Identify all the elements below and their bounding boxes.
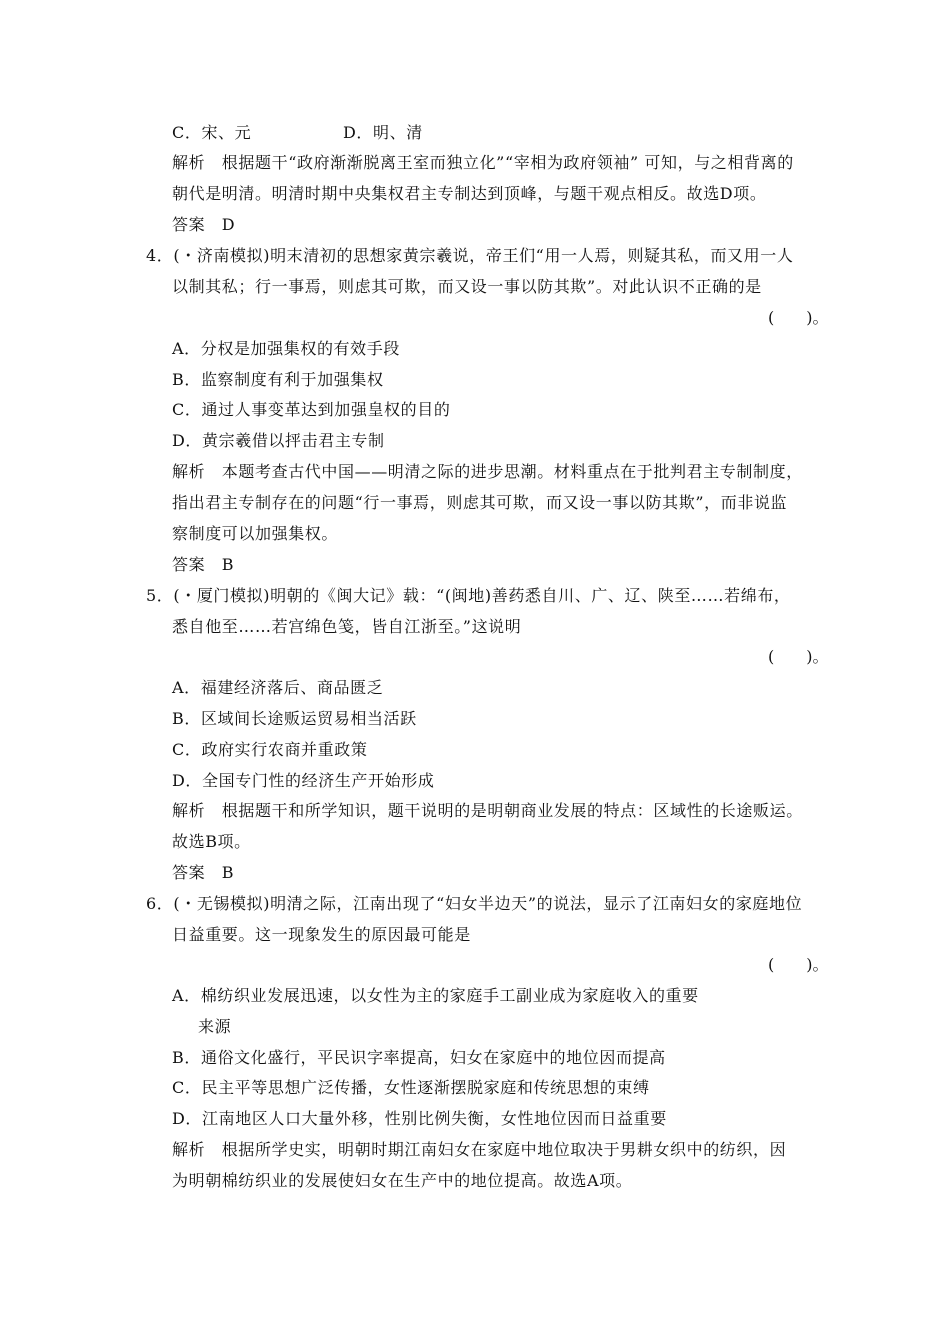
q6-analysis-line-2: 为明朝棉纺织业的发展使妇女在生产中的地位提高。故选A项。 (172, 1171, 633, 1190)
q5-stem-line-2: 悉自他至……若宫绵色笺，皆自江浙至。”这说明 (172, 617, 522, 636)
q6-answer-paren: ( )。 (768, 955, 829, 974)
q3-analysis-line-2: 朝代是明清。明清时期中央集权君主专制达到顶峰，与题干观点相反。故选D项。 (172, 184, 767, 203)
q6-option-a-line-1: A．棉纺织业发展迅速，以女性为主的家庭手工副业成为家庭收入的重要 (172, 986, 699, 1005)
q5-analysis-line-1: 解析 根据题干和所学知识，题干说明的是明朝商业发展的特点：区域性的长途贩运。 (172, 801, 803, 820)
q4-analysis-line-3: 察制度可以加强集权。 (172, 524, 339, 543)
q6-option-c: C．民主平等思想广泛传播，女性逐渐摆脱家庭和传统思想的束缚 (172, 1078, 650, 1097)
q4-analysis-line-1: 解析 本题考查古代中国——明清之际的进步思潮。材料重点在于批判君主专制制度， (172, 462, 803, 481)
q3-answer: 答案 D (172, 215, 236, 234)
q6-stem-line-1: 6．(・无锡模拟)明清之际，江南出现了“妇女半边天”的说法，显示了江南妇女的家庭地位 (146, 894, 803, 913)
q5-analysis-line-2: 故选B项。 (172, 832, 251, 851)
q6-option-a-line-2: 来源 (198, 1017, 232, 1036)
q5-option-a: A．福建经济落后、商品匮乏 (172, 678, 384, 697)
q4-option-d: D．黄宗羲借以抨击君主专制 (172, 431, 385, 450)
q3-analysis-line-1: 解析 根据题干“政府渐渐脱离王室而独立化”“宰相为政府领袖” 可知，与之相背离的 (172, 153, 794, 172)
q5-answer: 答案 B (172, 863, 235, 882)
q4-stem-line-1: 4．(・济南模拟)明末清初的思想家黄宗羲说，帝王们“用一人焉，则疑其私，而又用一人 (146, 246, 794, 265)
q6-option-b: B．通俗文化盛行，平民识字率提高，妇女在家庭中的地位因而提高 (172, 1048, 666, 1067)
q6-analysis-line-1: 解析 根据所学史实，明朝时期江南妇女在家庭中地位取决于男耕女织中的纺织，因 (172, 1140, 787, 1159)
q4-analysis-line-2: 指出君主专制存在的问题“行一事焉，则虑其可欺，而又设一事以防其欺”，而非说监 (172, 493, 788, 512)
q3-option-d: D．明、清 (343, 123, 423, 142)
q5-answer-paren: ( )。 (768, 647, 829, 666)
q6-stem-line-2: 日益重要。这一现象发生的原因最可能是 (172, 925, 471, 944)
q4-option-c: C．通过人事变革达到加强皇权的目的 (172, 400, 451, 419)
q5-stem-line-1: 5．(・厦门模拟)明朝的《闽大记》载：“(闽地)善药悉自川、广、辽、陕至……若绵布， (146, 586, 791, 605)
q4-answer: 答案 B (172, 555, 235, 574)
q3-option-c: C．宋、元 (172, 123, 252, 142)
q5-option-c: C．政府实行农商并重政策 (172, 740, 368, 759)
q5-option-b: B．区域间长途贩运贸易相当活跃 (172, 709, 417, 728)
q4-answer-paren: ( )。 (768, 308, 829, 327)
q4-option-b: B．监察制度有利于加强集权 (172, 370, 384, 389)
q4-option-a: A．分权是加强集权的有效手段 (172, 339, 400, 358)
q6-option-d: D．江南地区人口大量外移，性别比例失衡，女性地位因而日益重要 (172, 1109, 667, 1128)
q4-stem-line-2: 以制其私；行一事焉，则虑其可欺，而又设一事以防其欺”。对此认识不正确的是 (172, 277, 762, 296)
q5-option-d: D．全国专门性的经济生产开始形成 (172, 771, 435, 790)
